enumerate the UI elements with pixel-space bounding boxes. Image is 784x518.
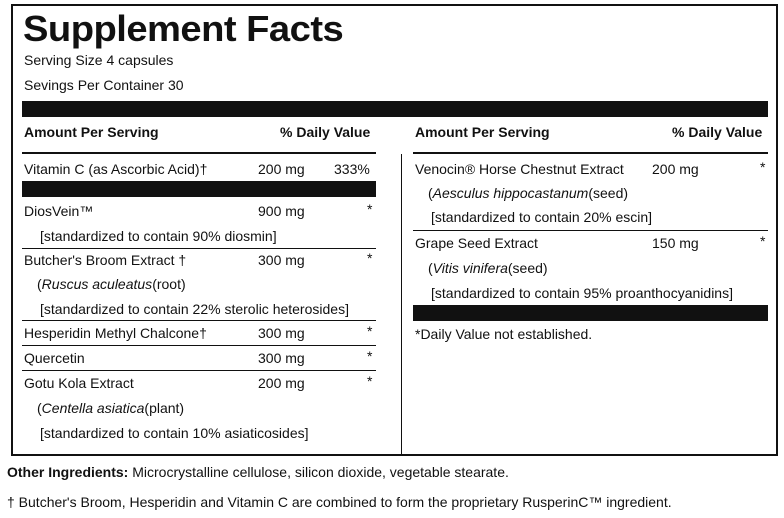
vitamin-c-dv: 333% — [334, 161, 370, 177]
left-header-amount: Amount Per Serving — [24, 124, 159, 140]
grape-dv: * — [760, 233, 766, 249]
venocin-name: Venocin® Horse Chestnut Extract — [415, 161, 624, 177]
venocin-part: (seed) — [588, 185, 629, 201]
diosvein-amount: 900 mg — [258, 203, 305, 219]
daily-value-note: *Daily Value not established. — [415, 326, 593, 342]
grape-source: (Vitis vinifera(seed) — [428, 260, 548, 276]
vitamin-c-name: Vitamin C (as Ascorbic Acid)† — [24, 161, 208, 177]
gotu-dv: * — [367, 373, 373, 389]
diosvein-std: [standardized to contain 90% diosmin] — [40, 228, 277, 244]
other-ingredients-text: Microcrystalline cellulose, silicon dioxide, vegetable stearate. — [128, 464, 509, 480]
gotu-source: (Centella asiatica(plant) — [37, 400, 185, 416]
venocin-source: (Aesculus hippocastanum(seed) — [428, 185, 629, 201]
butchers-amount: 300 mg — [258, 252, 305, 268]
gotu-std: [standardized to contain 10% asiaticosides] — [40, 425, 309, 441]
gotu-amount: 200 mg — [258, 375, 305, 391]
venocin-dv: * — [760, 159, 766, 175]
quercetin-dv: * — [367, 348, 373, 364]
diosvein-dv: * — [367, 201, 373, 217]
right-header-amount: Amount Per Serving — [415, 124, 550, 140]
right-thick-divider — [413, 305, 768, 321]
butchers-name: Butcher's Broom Extract † — [24, 252, 187, 268]
row-rule — [413, 230, 768, 231]
grape-name: Grape Seed Extract — [415, 235, 538, 251]
diosvein-name: DiosVein™ — [24, 203, 94, 219]
left-header-dv: % Daily Value — [280, 124, 371, 140]
butchers-part: (root) — [152, 276, 186, 292]
right-header-dv: % Daily Value — [672, 124, 763, 140]
hesperidin-name: Hesperidin Methyl Chalcone† — [24, 325, 207, 341]
row-rule — [22, 248, 376, 249]
grape-amount: 150 mg — [652, 235, 699, 251]
servings-per-container: Sevings Per Container 30 — [24, 77, 184, 93]
footnote: † Butcher's Broom, Hesperidin and Vitamin C are combined to form the proprietary RusperinC™ ingredient. — [7, 494, 672, 510]
other-ingredients — [7, 464, 509, 480]
gotu-name: Gotu Kola Extract — [24, 375, 134, 391]
butchers-std: [standardized to contain 22% sterolic heterosides] — [40, 301, 349, 317]
column-divider — [401, 154, 402, 455]
gotu-part: (plant) — [144, 400, 185, 416]
butchers-source: (Ruscus aculeatus(root) — [37, 276, 186, 292]
quercetin-amount: 300 mg — [258, 350, 305, 366]
grape-latin: Vitis vinifera — [432, 260, 508, 276]
butchers-dv: * — [367, 250, 373, 266]
quercetin-name: Quercetin — [24, 350, 85, 366]
left-thick-divider — [22, 181, 376, 197]
panel-title: Supplement Facts — [23, 8, 344, 49]
serving-size: Serving Size 4 capsules — [24, 52, 174, 68]
venocin-std: [standardized to contain 20% escin] — [431, 209, 653, 225]
row-rule — [22, 370, 376, 371]
venocin-amount: 200 mg — [652, 161, 699, 177]
row-rule — [22, 320, 376, 321]
vitamin-c-amount: 200 mg — [258, 161, 305, 177]
row-rule — [22, 345, 376, 346]
grape-part: (seed) — [507, 260, 548, 276]
right-header-rule — [413, 152, 768, 154]
gotu-latin: Centella asiatica — [41, 400, 145, 416]
hesperidin-dv: * — [367, 323, 373, 339]
thick-divider — [22, 101, 768, 117]
left-header-rule — [22, 152, 376, 154]
venocin-latin: Aesculus hippocastanum — [432, 185, 589, 201]
grape-std: [standardized to contain 95% proanthocyanidins] — [431, 285, 733, 301]
hesperidin-amount: 300 mg — [258, 325, 305, 341]
butchers-latin: Ruscus aculeatus — [41, 276, 153, 292]
other-ingredients-label: Other Ingredients: — [7, 464, 129, 480]
